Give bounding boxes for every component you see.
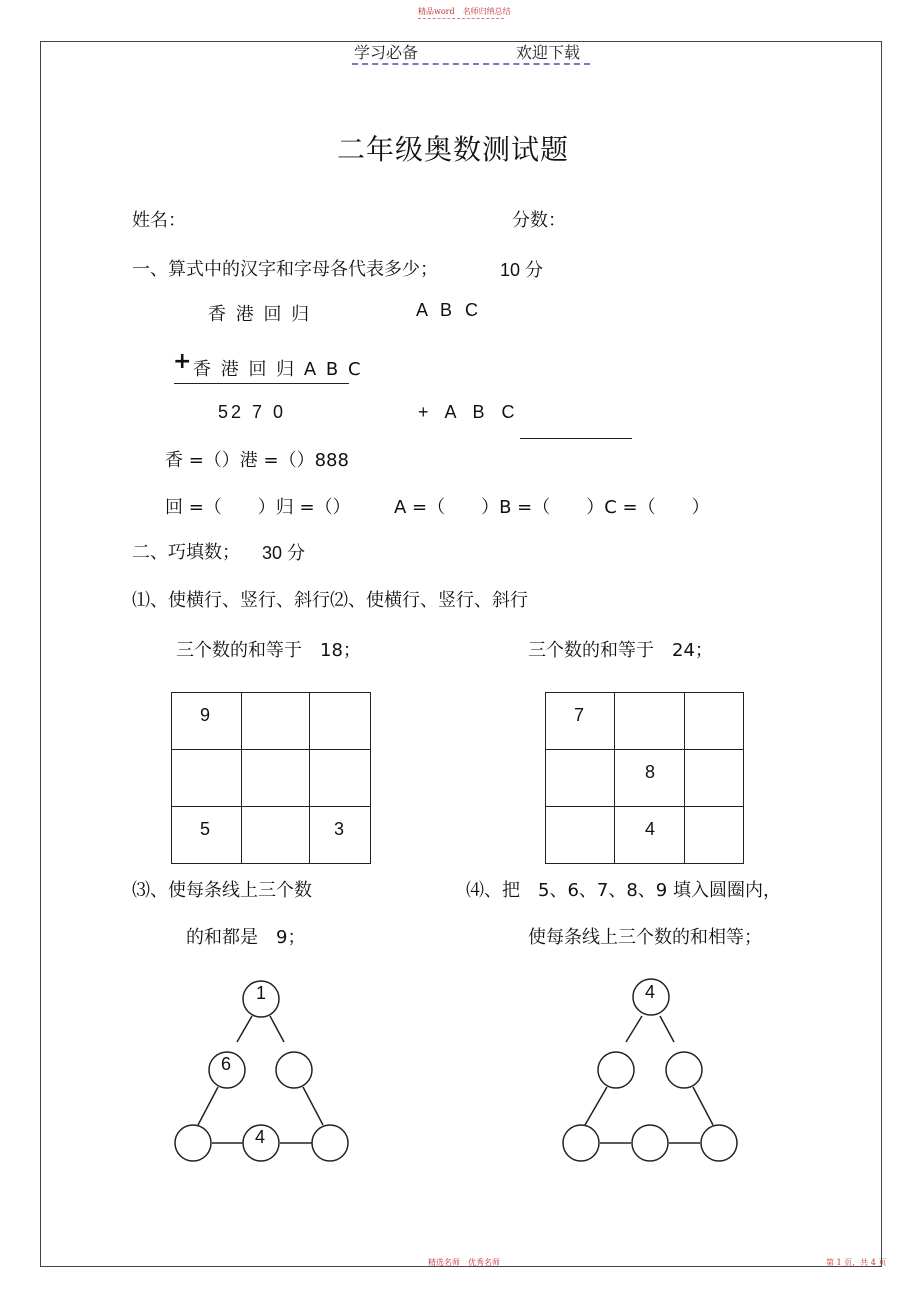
q1-sum-line-right (520, 438, 632, 439)
tri2-edge (660, 1016, 674, 1042)
tri2-circle-mid-right (666, 1052, 702, 1088)
tri2-value-top: 4 (645, 982, 656, 1002)
grid2-cell-value: 8 (645, 762, 656, 782)
watermark-top-rule (418, 18, 504, 19)
q2-part1-sum: 三个数的和等于 18； (176, 640, 361, 661)
q2-part2-sum: 三个数的和等于 24； (528, 640, 713, 661)
grid1-cell[interactable] (242, 750, 310, 807)
grid1-cell-value: 5 (200, 819, 211, 839)
tri1-circle-bottom-right (312, 1125, 348, 1161)
tri2-edge (585, 1087, 607, 1125)
q1-heading: 一、算式中的汉字和字母各代表多少； (132, 259, 438, 280)
header-rule (352, 63, 590, 65)
q1-row2: 香 港 回 归 A B C (193, 359, 363, 380)
q1-sum-line-left (174, 383, 349, 384)
page-title: 二年级奥数测试题 (337, 133, 570, 166)
tri2-circle-mid-left (598, 1052, 634, 1088)
q2-part4-sub: 使每条线上三个数的和相等； (528, 927, 762, 948)
grid1-cell[interactable] (172, 750, 242, 807)
q1-answer-line2-letters: A =（ ）B =（ ）C =（ ） (394, 497, 710, 518)
grid1-cell[interactable] (310, 750, 371, 807)
tri1-value-top: 1 (256, 983, 267, 1003)
watermark-top: 精品word 名师归纳总结 (418, 7, 511, 16)
tri2-circle-bottom-left (563, 1125, 599, 1161)
grid1-cell-value: 9 (200, 705, 211, 725)
q1-answer-line1: 香 =（）港 =（）888 (165, 450, 349, 471)
grid1-cell[interactable] (242, 807, 310, 864)
grid2-cell[interactable] (546, 807, 615, 864)
q2-part4-text: ⑷、把 5、6、7、8、9 填入圆圈内， (466, 880, 781, 901)
grid2-cell[interactable] (615, 750, 685, 807)
grid2-cell[interactable] (685, 750, 744, 807)
grid2-cell[interactable] (546, 693, 615, 750)
grid2-cell[interactable] (685, 807, 744, 864)
grid2-cell[interactable] (615, 807, 685, 864)
tri1-value-bottom-mid: 4 (255, 1127, 266, 1147)
grid1-cell[interactable] (172, 807, 242, 864)
q2-part3-sub: 的和都是 9； (186, 927, 306, 948)
watermark-bottom-right: 第 1 页，共 4 页 (826, 1258, 887, 1267)
q2-part3-text: ⑶、使每条线上三个数 (132, 880, 312, 901)
q2-part1-2-text: ⑴、使横行、竖行、斜行⑵、使横行、竖行、斜行 (132, 590, 528, 611)
q2-points: 30 分 (262, 543, 306, 563)
magic-square-1 (171, 692, 371, 864)
grid1-cell[interactable] (310, 693, 371, 750)
grid2-cell[interactable] (546, 750, 615, 807)
tri1-edge (303, 1087, 323, 1125)
tri1-edge (198, 1087, 218, 1125)
grid1-cell[interactable] (172, 693, 242, 750)
tri1-edge (270, 1016, 284, 1042)
grid1-cell[interactable] (242, 693, 310, 750)
grid2-cell-value: 7 (574, 705, 585, 725)
triangle-diagram-2 (548, 970, 758, 1170)
grid1-cell[interactable] (310, 807, 371, 864)
triangle-diagram-1 (160, 970, 370, 1170)
q1-answer-line2-hanzi: 回 =（ ）归 =（） (165, 497, 351, 518)
grid1-cell-value: 3 (334, 819, 345, 839)
tri2-edge (693, 1087, 713, 1125)
q1-row3-number: 52 7 0 (218, 402, 287, 422)
header-right: 欢迎下载 (516, 43, 581, 62)
watermark-bottom-left: 精选名师 优秀名师 (428, 1258, 500, 1267)
q1-row1-hanzi: 香 港 回 归 (208, 304, 312, 325)
header-left: 学习必备 (354, 43, 419, 62)
score-label: 分数： (512, 210, 566, 231)
grid2-cell-value: 4 (645, 819, 656, 839)
tri2-circle-bottom-mid (632, 1125, 668, 1161)
q2-heading: 二、巧填数； (132, 542, 240, 563)
tri1-circle-bottom-left (175, 1125, 211, 1161)
tri1-edge (237, 1016, 252, 1042)
grid2-cell[interactable] (615, 693, 685, 750)
tri2-circle-bottom-right (701, 1125, 737, 1161)
q1-plus-sign: + (173, 349, 192, 374)
tri1-circle-mid-right (276, 1052, 312, 1088)
tri1-value-mid-left: 6 (221, 1054, 232, 1074)
tri2-edge (626, 1016, 642, 1042)
q1-row1-letters: A B C (416, 300, 483, 320)
grid2-cell[interactable] (685, 693, 744, 750)
q1-row3-letters: + A B C (418, 402, 521, 422)
magic-square-2 (545, 692, 744, 864)
name-label: 姓名： (132, 210, 186, 231)
q1-points: 10 分 (500, 260, 544, 280)
